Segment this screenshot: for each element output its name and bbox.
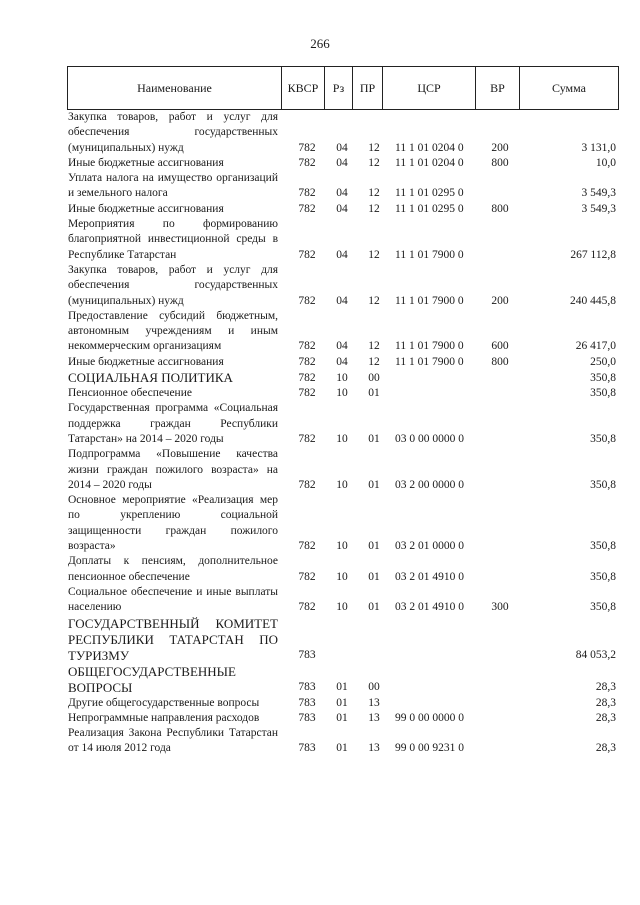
- row-name: Иные бюджетные ассигнования: [68, 156, 224, 169]
- row-name: Реализация Закона Республики Татарстан от 14 июля 2012 года: [68, 727, 278, 755]
- row-name: Пенсионное обеспечение: [68, 387, 192, 400]
- row-sum: 26 417,0: [575, 340, 616, 353]
- row-sum: 250,0: [590, 355, 616, 368]
- row-rz: 10: [336, 540, 348, 553]
- row-rz: 10: [336, 387, 348, 400]
- row-name: Государственная программа «Социальная поддержка граждан Республики Татарстан» на 2014 – 2020 годы: [68, 402, 278, 445]
- row-sum: 267 112,8: [570, 248, 616, 261]
- row-name: Предоставление субсидий бюджетным, автономным учреждениям и иным некоммерческим организациям: [68, 309, 278, 353]
- row-csr: 11 1 01 0295 0: [395, 187, 464, 200]
- row-pr: 01: [368, 570, 380, 583]
- table-row: [0, 554, 640, 585]
- row-name: Другие общегосударственные вопросы: [68, 696, 260, 709]
- row-name: ГОСУДАРСТВЕННЫЙ КОМИТЕТ РЕСПУБЛИКИ ТАТАРСТАН ПО ТУРИЗМУ: [68, 615, 278, 663]
- row-sum: 350,8: [590, 540, 616, 553]
- table-row: [0, 110, 640, 156]
- row-rz: 04: [336, 202, 348, 215]
- column-header-vr: ВР: [476, 67, 520, 110]
- row-kvsr: 782: [298, 156, 316, 169]
- row-kvsr: 783: [298, 711, 316, 724]
- table-row: [0, 355, 640, 370]
- row-csr: 11 1 01 7900 0: [395, 294, 464, 307]
- row-rz: 04: [336, 141, 348, 154]
- row-sum: 350,8: [590, 387, 616, 400]
- row-kvsr: 782: [298, 248, 316, 261]
- row-name: ОБЩЕГОСУДАРСТВЕННЫЕ ВОПРОСЫ: [68, 663, 236, 695]
- row-csr: 99 0 00 0000 0: [395, 711, 464, 724]
- row-name: Закупка товаров, работ и услуг для обеспечения государственных (муниципальных) нужд: [68, 111, 278, 154]
- column-header-csr: ЦСР: [383, 67, 476, 110]
- row-pr: 00: [368, 371, 380, 384]
- row-pr: 12: [368, 248, 380, 261]
- table-row: [0, 171, 640, 202]
- row-kvsr: 782: [298, 478, 316, 491]
- table-row: [0, 493, 640, 554]
- row-sum: 84 053,2: [575, 649, 616, 662]
- row-rz: 01: [336, 681, 348, 694]
- row-kvsr: 782: [298, 294, 316, 307]
- row-kvsr: 782: [298, 570, 316, 583]
- table-row: [0, 370, 640, 386]
- row-rz: 10: [336, 601, 348, 614]
- row-rz: 10: [336, 432, 348, 445]
- row-pr: 12: [368, 355, 380, 368]
- table-row: [0, 447, 640, 493]
- row-kvsr: 782: [298, 141, 316, 154]
- row-sum: 3 549,3: [581, 187, 616, 200]
- table-row: [0, 156, 640, 171]
- row-pr: 13: [368, 711, 380, 724]
- row-name: Иные бюджетные ассигнования: [68, 202, 224, 215]
- row-csr: 11 1 01 0204 0: [395, 141, 464, 154]
- row-name: Подпрограмма «Повышение качества жизни граждан пожилого возраста» на 2014 – 2020 годы: [68, 448, 278, 491]
- row-name: Социальное обеспечение и иные выплаты населению: [68, 585, 278, 614]
- row-kvsr: 782: [298, 371, 316, 384]
- row-kvsr: 782: [298, 540, 316, 553]
- row-csr: 11 1 01 7900 0: [395, 248, 464, 261]
- row-pr: 01: [368, 478, 380, 491]
- row-vr: 800: [491, 202, 509, 215]
- row-kvsr: 782: [298, 187, 316, 200]
- row-csr: 11 1 01 0204 0: [395, 156, 464, 169]
- row-pr: 01: [368, 540, 380, 553]
- row-vr: 800: [491, 355, 509, 368]
- column-header-kvsr: КВСР: [282, 67, 325, 110]
- row-rz: 01: [336, 742, 348, 755]
- row-rz: 10: [336, 570, 348, 583]
- row-pr: 12: [368, 294, 380, 307]
- row-pr: 00: [368, 681, 380, 694]
- row-csr: 11 1 01 0295 0: [395, 202, 464, 215]
- column-header-sum: Сумма: [520, 67, 619, 110]
- row-sum: 350,8: [590, 478, 616, 491]
- row-kvsr: 783: [298, 681, 316, 694]
- row-csr: 03 2 00 0000 0: [395, 478, 464, 491]
- row-rz: 04: [336, 294, 348, 307]
- row-rz: 04: [336, 340, 348, 353]
- row-rz: 10: [336, 371, 348, 384]
- row-name: Иные бюджетные ассигнования: [68, 355, 224, 368]
- row-pr: 12: [368, 202, 380, 215]
- row-kvsr: 782: [298, 202, 316, 215]
- row-rz: 04: [336, 187, 348, 200]
- row-pr: 12: [368, 340, 380, 353]
- row-pr: 01: [368, 432, 380, 445]
- row-csr: 99 0 00 9231 0: [395, 742, 464, 755]
- row-kvsr: 783: [298, 649, 316, 662]
- column-header-rz: Рз: [325, 67, 353, 110]
- row-sum: 28,3: [595, 696, 616, 709]
- row-sum: 240 445,8: [570, 294, 616, 307]
- row-sum: 350,8: [590, 432, 616, 445]
- table-row: [0, 263, 640, 309]
- table-row: [0, 726, 640, 757]
- row-sum: 28,3: [595, 681, 616, 694]
- row-rz: 01: [336, 696, 348, 709]
- row-kvsr: 783: [298, 696, 316, 709]
- row-pr: 01: [368, 601, 380, 614]
- row-rz: 01: [336, 711, 348, 724]
- row-csr: 03 2 01 4910 0: [395, 601, 464, 614]
- row-kvsr: 782: [298, 432, 316, 445]
- row-rz: 04: [336, 355, 348, 368]
- row-sum: 28,3: [595, 742, 616, 755]
- row-name: Закупка товаров, работ и услуг для обеспечения государственных (муниципальных) нужд: [68, 263, 278, 307]
- row-name: Доплаты к пенсиям, дополнительное пенсионное обеспечение: [68, 555, 278, 583]
- row-name: Основное мероприятие «Реализация мер по укреплению социальной защищенности граждан пожилого возраста»: [68, 494, 278, 553]
- row-name: Мероприятия по формированию благоприятной инвестиционной среды в Республике Татарстан: [68, 218, 278, 261]
- table-row: [0, 585, 640, 616]
- table-row: [0, 401, 640, 447]
- row-vr: 300: [491, 601, 509, 614]
- row-pr: 12: [368, 187, 380, 200]
- row-name: СОЦИАЛЬНАЯ ПОЛИТИКА: [68, 370, 233, 386]
- row-sum: 350,8: [590, 371, 616, 384]
- row-pr: 13: [368, 696, 380, 709]
- table-row: [0, 309, 640, 355]
- column-header-name: Наименование: [68, 67, 282, 110]
- table-row: [0, 696, 640, 711]
- row-sum: 10,0: [595, 156, 616, 169]
- row-kvsr: 783: [298, 742, 316, 755]
- row-rz: 04: [336, 156, 348, 169]
- row-kvsr: 782: [298, 340, 316, 353]
- page-number: 266: [310, 36, 330, 51]
- budget-table-body: [0, 110, 640, 757]
- table-row: [0, 711, 640, 726]
- table-row: [0, 664, 640, 696]
- row-name: Непрограммные направления расходов: [68, 711, 260, 724]
- table-row: [0, 386, 640, 401]
- table-row: [0, 616, 640, 664]
- row-sum: 350,8: [590, 601, 616, 614]
- row-csr: 11 1 01 7900 0: [395, 340, 464, 353]
- row-sum: 3 131,0: [581, 141, 616, 154]
- row-kvsr: 782: [298, 601, 316, 614]
- table-row: [0, 202, 640, 217]
- row-vr: 200: [491, 141, 509, 154]
- row-csr: 11 1 01 7900 0: [395, 355, 464, 368]
- row-sum: 3 549,3: [581, 202, 616, 215]
- row-sum: 28,3: [595, 711, 616, 724]
- row-kvsr: 782: [298, 355, 316, 368]
- row-name: Уплата налога на имущество организаций и земельного налога: [68, 172, 278, 200]
- row-pr: 13: [368, 742, 380, 755]
- table-header: [67, 66, 619, 110]
- row-rz: 04: [336, 248, 348, 261]
- row-pr: 12: [368, 156, 380, 169]
- row-sum: 350,8: [590, 570, 616, 583]
- column-header-pr: ПР: [353, 67, 383, 110]
- row-vr: 600: [491, 340, 509, 353]
- row-pr: 12: [368, 141, 380, 154]
- row-csr: 03 2 01 0000 0: [395, 540, 464, 553]
- row-rz: 10: [336, 478, 348, 491]
- row-pr: 01: [368, 387, 380, 400]
- row-kvsr: 782: [298, 387, 316, 400]
- row-vr: 200: [491, 294, 509, 307]
- table-row: [0, 217, 640, 263]
- row-csr: 03 0 00 0000 0: [395, 432, 464, 445]
- row-vr: 800: [491, 156, 509, 169]
- row-csr: 03 2 01 4910 0: [395, 570, 464, 583]
